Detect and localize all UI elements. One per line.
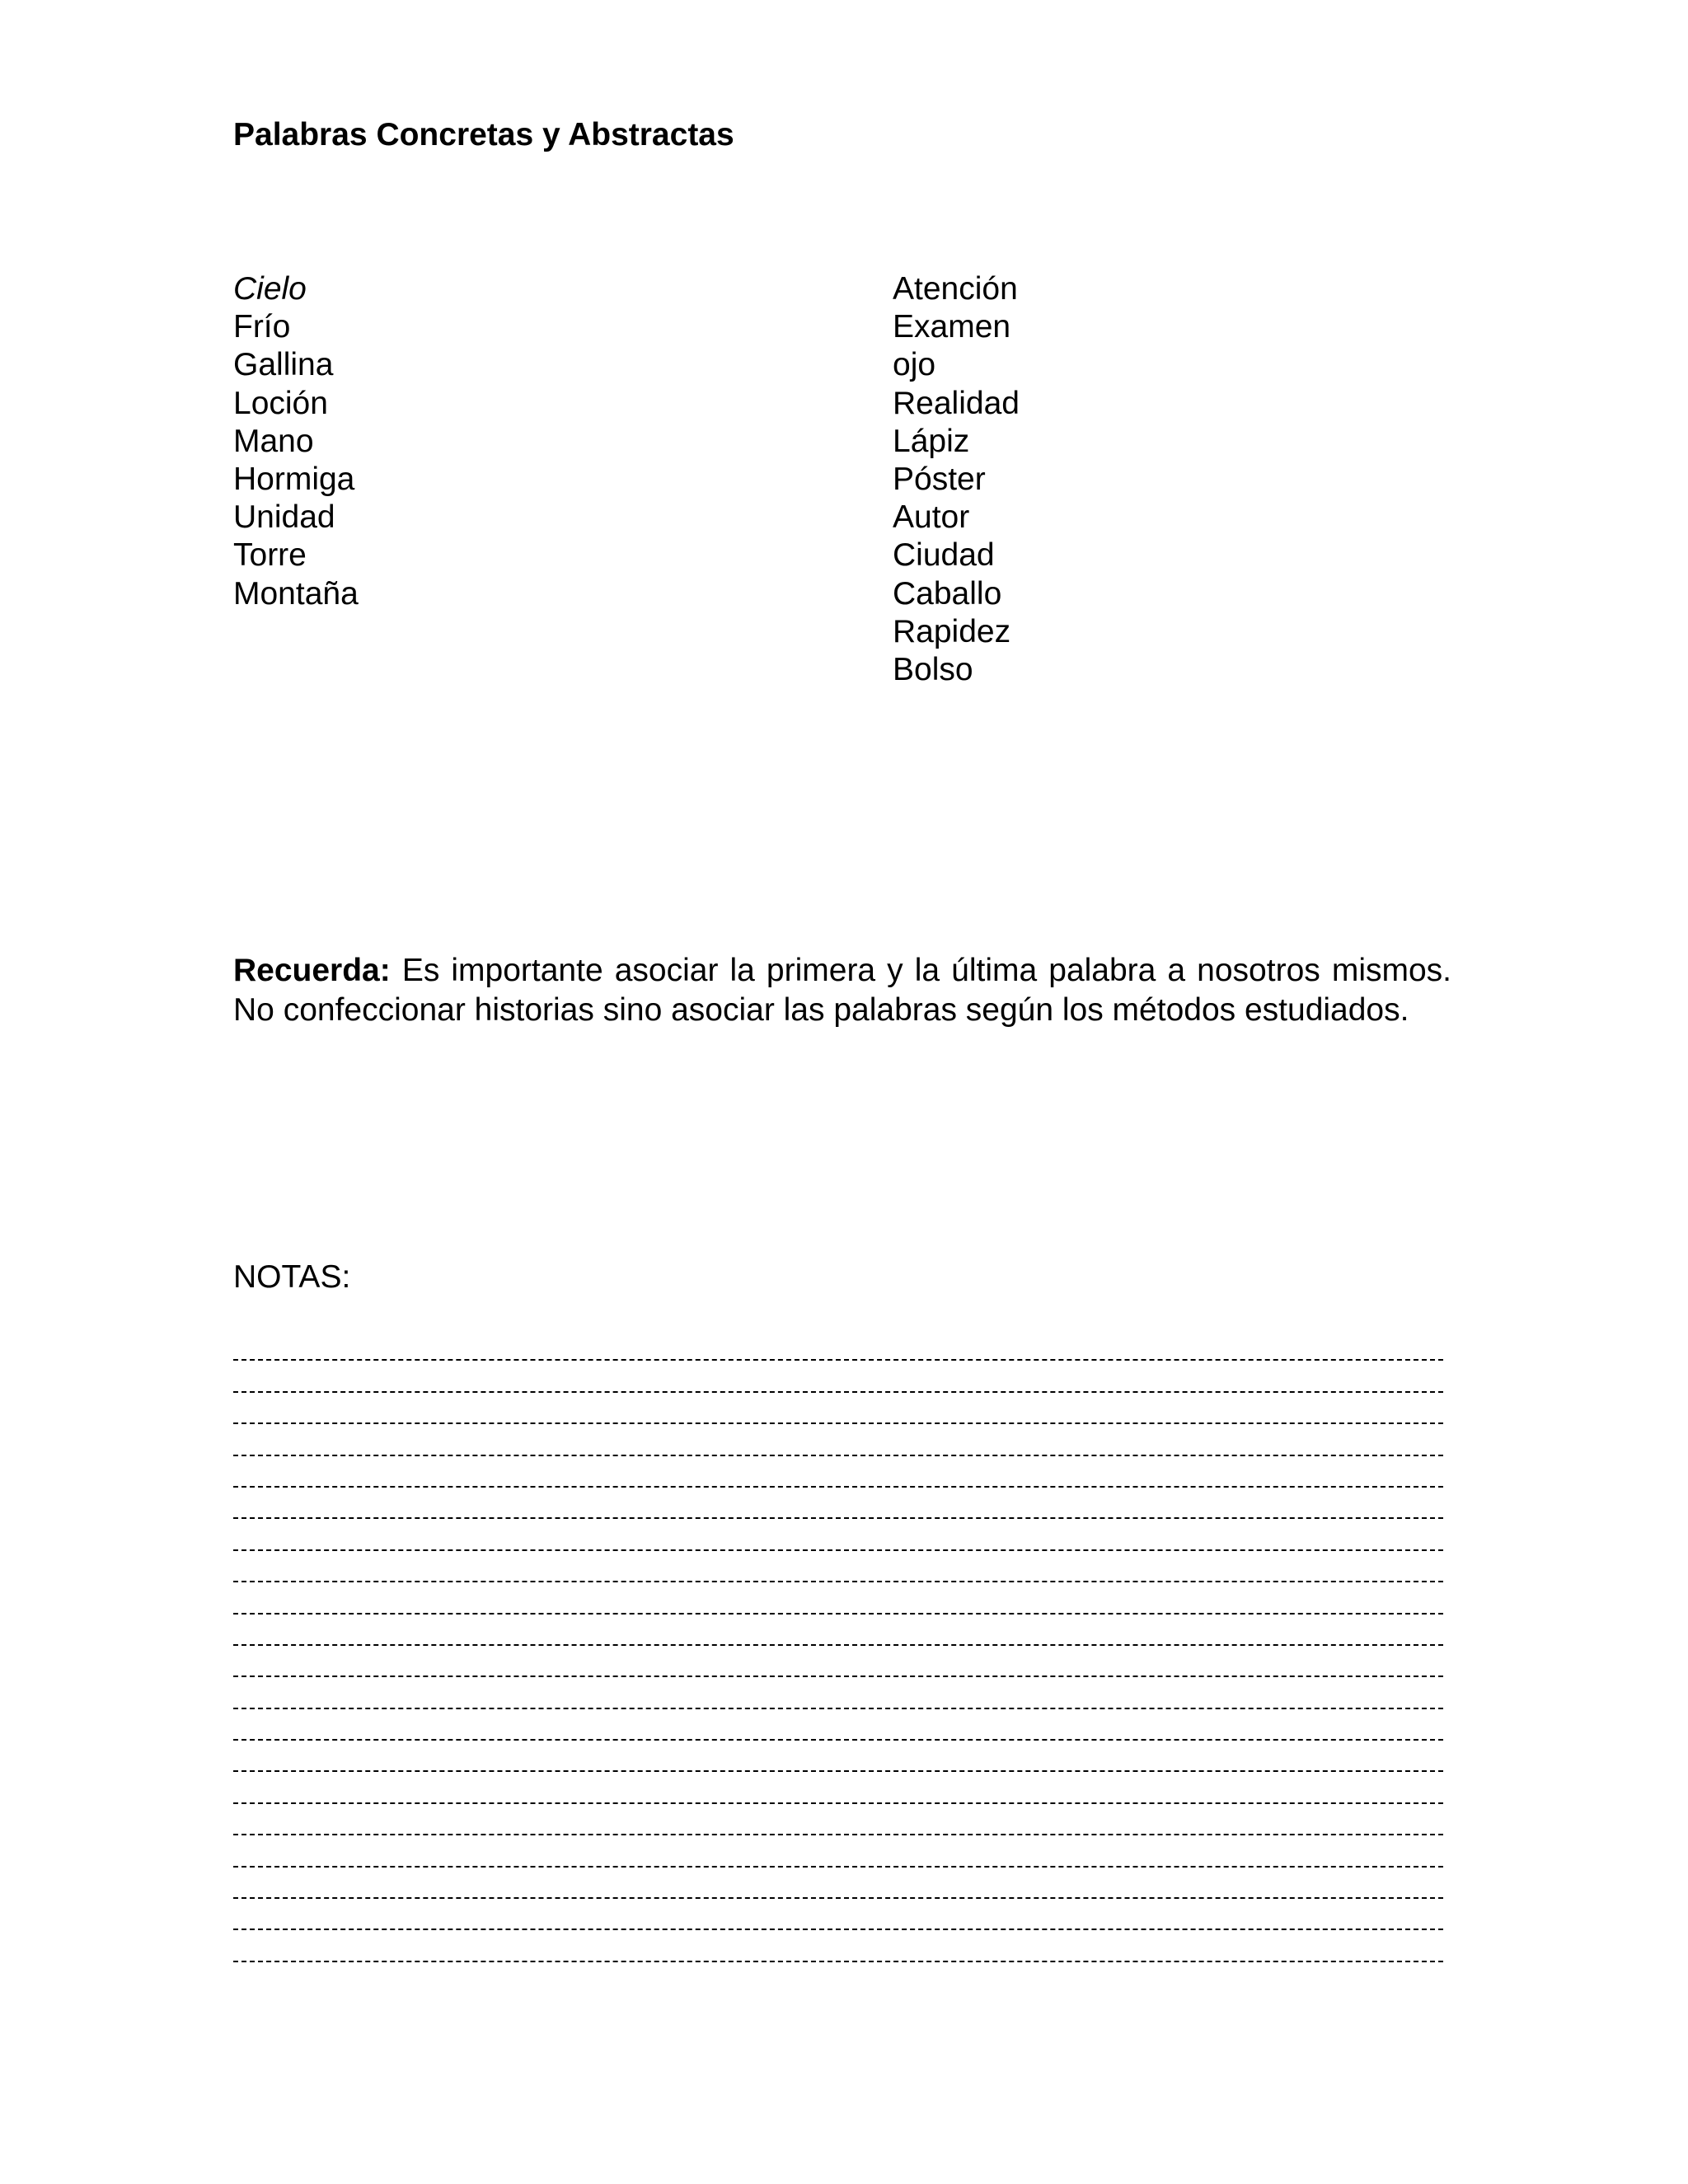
word-item: Ciudad [893, 537, 995, 574]
word-item: Atención [893, 271, 1018, 307]
notes-line [233, 1497, 1443, 1529]
word-item: Cielo [233, 271, 307, 307]
word-item: Realidad [893, 385, 1020, 421]
notes-line [233, 1940, 1443, 1971]
word-item: Frío [233, 309, 291, 345]
notes-line [233, 1403, 1443, 1434]
page-title: Palabras Concretas y Abstractas [233, 117, 734, 152]
reminder-paragraph [233, 951, 1451, 1030]
notes-lines [233, 1339, 1443, 1972]
word-item: Autor [893, 499, 970, 536]
word-item: Unidad [233, 499, 335, 536]
reminder-text: Es importante asociar la primera y la última palabra a nosotros mismos. No confeccionar historias sino asociar las palabras según los métodos estudiados. [233, 953, 1451, 1028]
reminder-label: Recuerda: [233, 953, 391, 988]
notes-line [233, 1814, 1443, 1845]
notes-line [233, 1561, 1443, 1592]
word-item: Examen [893, 309, 1011, 345]
notes-line [233, 1466, 1443, 1497]
word-item: Póster [893, 462, 986, 498]
notes-line [233, 1592, 1443, 1624]
word-item: Montaña [233, 575, 359, 612]
notes-line [233, 1909, 1443, 1940]
word-item: Hormiga [233, 462, 355, 498]
notes-line [233, 1877, 1443, 1909]
notes-line [233, 1845, 1443, 1877]
word-item: Gallina [233, 347, 334, 383]
word-item: Bolso [893, 652, 973, 688]
notes-line [233, 1750, 1443, 1782]
notes-line [233, 1371, 1443, 1402]
notes-line [233, 1782, 1443, 1813]
word-item: Rapidez [893, 613, 1011, 649]
notes-line [233, 1687, 1443, 1718]
notes-line [233, 1339, 1443, 1371]
word-item: Caballo [893, 575, 1002, 612]
notes-line [233, 1434, 1443, 1465]
word-item: Mano [233, 423, 314, 459]
notes-line [233, 1624, 1443, 1656]
notes-line [233, 1719, 1443, 1750]
notes-heading: NOTAS: [233, 1259, 351, 1295]
word-item: Torre [233, 537, 307, 574]
word-item: Loción [233, 385, 328, 421]
word-list-left [233, 270, 359, 613]
word-item: Lápiz [893, 423, 970, 459]
word-item: ojo [893, 347, 936, 383]
word-list-right [893, 270, 1020, 689]
notes-line [233, 1656, 1443, 1687]
notes-line [233, 1529, 1443, 1560]
